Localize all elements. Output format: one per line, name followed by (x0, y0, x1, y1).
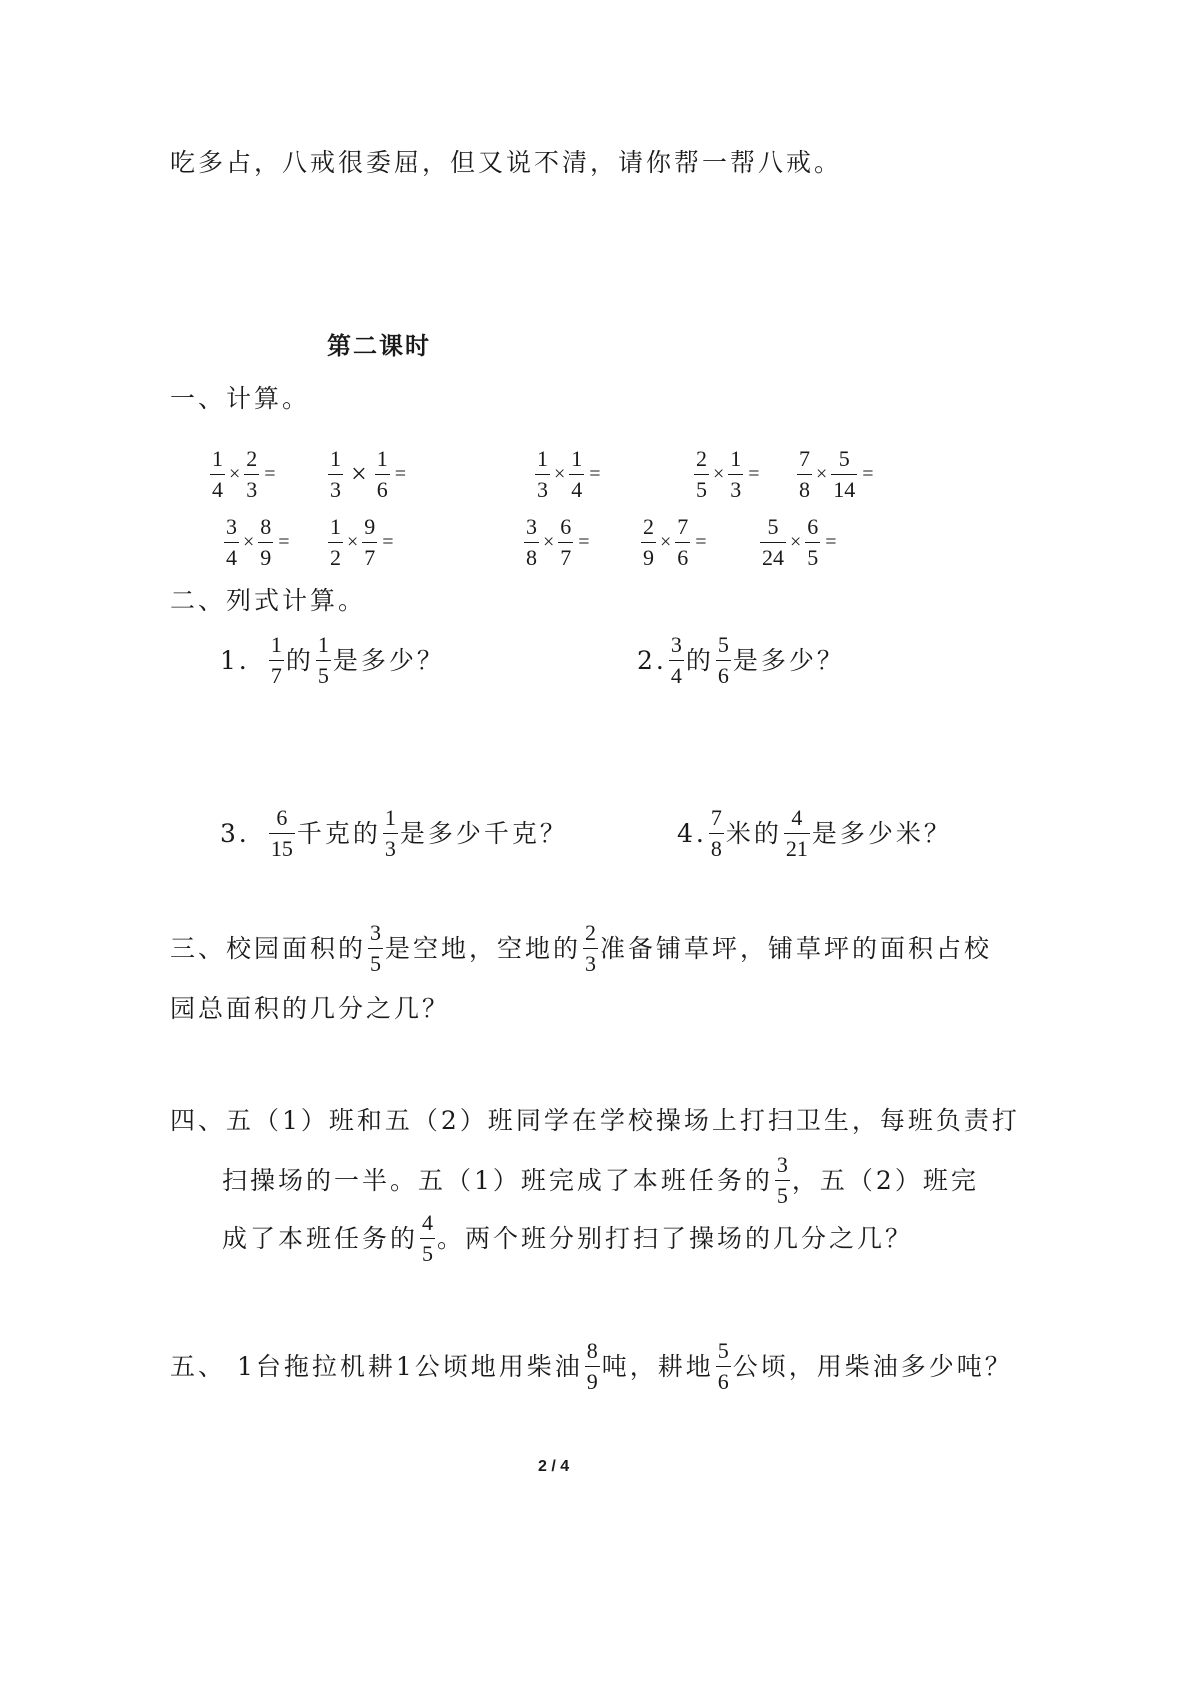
denominator: 5 (370, 951, 382, 976)
q2-fraction-a (669, 634, 684, 687)
denominator: 3 (384, 836, 396, 861)
section4-line1 (170, 1108, 1020, 1133)
numerator: 5 (767, 514, 779, 539)
q1-mid: 的 (285, 646, 314, 675)
section3-line1 (170, 922, 992, 975)
denominator: 4 (212, 477, 223, 502)
fraction-right (362, 516, 377, 569)
q1-suffix: 是多少？ (332, 646, 445, 675)
q1-fraction-a (269, 634, 284, 687)
multiplication-expression (522, 516, 590, 569)
times-sign: × (713, 463, 725, 485)
denominator: 5 (422, 1241, 434, 1266)
numerator: 3 (370, 920, 382, 945)
section2-heading (170, 588, 366, 613)
fraction-bar (316, 660, 331, 661)
denominator: 24 (762, 545, 784, 570)
fraction-bar (797, 474, 812, 475)
fraction-bar (583, 948, 598, 949)
fraction-bar (709, 833, 724, 834)
denominator: 8 (799, 477, 810, 502)
times-sign: × (543, 531, 555, 553)
denominator: 9 (260, 545, 272, 570)
fraction-bar (244, 474, 259, 475)
equals-sign: = (825, 531, 837, 553)
fraction-bar (328, 542, 343, 543)
fraction-right (831, 448, 857, 501)
equals-sign: = (578, 531, 590, 553)
s3-fraction-b (583, 922, 598, 975)
denominator: 14 (833, 477, 856, 502)
fraction-bar (224, 542, 239, 543)
multiplication-expression (208, 448, 276, 501)
s4-text-2: 扫操场的一半。五（1）班完成了本班任务的 (222, 1166, 773, 1195)
q2-prefix: 2. (637, 646, 667, 675)
numerator: 2 (696, 446, 707, 471)
q4-mid: 米的 (725, 819, 782, 848)
page-number: 2 / 4 (538, 1458, 570, 1475)
numerator: 9 (364, 514, 376, 539)
numerator: 8 (260, 514, 272, 539)
fraction-left (797, 448, 812, 501)
section4-line2 (222, 1154, 979, 1207)
fraction-bar (328, 474, 343, 475)
q4-fraction-b (784, 807, 810, 860)
numerator: 6 (807, 514, 819, 539)
fraction-bar (375, 474, 390, 475)
fraction-bar (805, 542, 820, 543)
fraction-right (558, 516, 573, 569)
fraction-left (328, 448, 343, 501)
fraction-left (535, 448, 550, 501)
q2-suffix: 是多少？ (732, 646, 845, 675)
fraction-bar (641, 542, 656, 543)
fraction-left (524, 516, 539, 569)
denominator: 6 (717, 1369, 729, 1394)
q3-suffix: 是多少千克？ (399, 819, 568, 848)
fraction-bar (420, 1238, 435, 1239)
fraction-bar (716, 660, 731, 661)
numerator: 2 (643, 514, 654, 539)
numerator: 1 (212, 446, 223, 471)
numerator: 5 (717, 632, 729, 657)
fraction-bar (269, 833, 295, 834)
fraction-bar (210, 474, 225, 475)
denominator: 3 (330, 477, 341, 502)
s4-text-5: 。两个班分别打扫了操场的几分之几？ (437, 1224, 914, 1253)
q3-fraction-b (383, 807, 398, 860)
denominator: 8 (710, 836, 722, 861)
numerator: 3 (776, 1152, 788, 1177)
denominator: 6 (376, 477, 388, 502)
denominator: 3 (730, 477, 742, 502)
numerator: 1 (730, 446, 742, 471)
fraction-bar (760, 542, 786, 543)
question-4 (677, 807, 952, 860)
denominator: 5 (317, 663, 329, 688)
fraction-right (675, 516, 690, 569)
numerator: 1 (571, 446, 583, 471)
denominator: 7 (560, 545, 572, 570)
times-sign: × (660, 531, 672, 553)
numerator: 7 (677, 514, 689, 539)
fraction-right (258, 516, 273, 569)
numerator: 8 (586, 1338, 598, 1363)
fraction-right (244, 448, 259, 501)
intro-text: 吃多占，八戒很委屈，但又说不清，请你帮一帮八戒。 (170, 148, 843, 177)
s5-text-1: 五、 1台拖拉机耕1公顷地用柴油 (170, 1352, 583, 1381)
denominator: 6 (717, 663, 729, 688)
numerator: 1 (330, 514, 341, 539)
s5-text-2: 吨，耕地 (601, 1352, 714, 1381)
numerator: 3 (226, 514, 237, 539)
denominator: 5 (696, 477, 707, 502)
s4-text-3: ，五（2）班完 (791, 1166, 979, 1195)
denominator: 3 (537, 477, 548, 502)
q3-prefix: 3． (220, 819, 267, 848)
numerator: 1 (376, 446, 388, 471)
section3-line2 (170, 996, 450, 1021)
fraction-bar (368, 948, 383, 949)
times-sign: × (554, 463, 566, 485)
multiplication-expression (326, 516, 394, 569)
q2-fraction-b (716, 634, 731, 687)
fraction-right (728, 448, 743, 501)
fraction-bar (675, 542, 690, 543)
equals-sign: = (695, 531, 707, 553)
numerator: 5 (838, 446, 850, 471)
numerator: 2 (246, 446, 258, 471)
lesson-title: 第二课时 (327, 331, 431, 360)
denominator: 5 (776, 1183, 788, 1208)
section5-line (170, 1340, 1013, 1393)
fraction-bar (728, 474, 743, 475)
fraction-bar (694, 474, 709, 475)
q3-mid: 千克的 (296, 819, 381, 848)
times-sign: × (347, 531, 359, 553)
s4-fraction-b (420, 1212, 435, 1265)
fraction-bar (362, 542, 377, 543)
denominator: 4 (571, 477, 583, 502)
q4-suffix: 是多少米？ (811, 819, 952, 848)
question-2 (637, 634, 845, 687)
numerator: 4 (791, 805, 803, 830)
fraction-right (805, 516, 820, 569)
multiplication-expression (533, 448, 601, 501)
times-sign: × (351, 458, 367, 490)
denominator: 5 (807, 545, 819, 570)
s5-fraction-a (585, 1340, 600, 1393)
fraction-bar (269, 660, 284, 661)
equals-sign: = (382, 531, 394, 553)
section1-heading-text: 一、计算。 (170, 384, 311, 413)
fraction-bar (524, 542, 539, 543)
numerator: 1 (384, 805, 396, 830)
times-sign: × (790, 531, 802, 553)
multiplication-expression (326, 448, 406, 501)
numerator: 3 (526, 514, 537, 539)
fraction-left (224, 516, 239, 569)
equals-sign: = (862, 463, 874, 485)
denominator: 7 (364, 545, 376, 570)
denominator: 4 (226, 545, 237, 570)
s3-text-2: 是空地，空地的 (385, 934, 582, 963)
fraction-bar (535, 474, 550, 475)
fraction-left (328, 516, 343, 569)
fraction-left (641, 516, 656, 569)
denominator: 3 (585, 951, 597, 976)
denominator: 7 (270, 663, 282, 688)
times-sign: × (816, 463, 828, 485)
s5-fraction-b (716, 1340, 731, 1393)
s5-text-3: 公顷，用柴油多少吨？ (732, 1352, 1013, 1381)
fraction-left (210, 448, 225, 501)
fraction-left (694, 448, 709, 501)
denominator: 9 (586, 1369, 598, 1394)
denominator: 2 (330, 545, 341, 570)
numerator: 7 (710, 805, 722, 830)
section4-line3 (222, 1212, 913, 1265)
s3-text-4: 园总面积的几分之几？ (170, 994, 451, 1023)
fraction-left (760, 516, 786, 569)
intro-line (170, 150, 842, 175)
s3-text-1: 三、校园面积的 (170, 934, 367, 963)
question-1 (220, 634, 445, 687)
numerator: 2 (585, 920, 597, 945)
denominator: 21 (785, 836, 808, 861)
numerator: 7 (799, 446, 810, 471)
multiplication-expression (222, 516, 290, 569)
multiplication-expression (692, 448, 760, 501)
numerator: 6 (560, 514, 572, 539)
numerator: 5 (717, 1338, 729, 1363)
denominator: 4 (670, 663, 682, 688)
numerator: 1 (537, 446, 548, 471)
denominator: 6 (677, 545, 689, 570)
multiplication-expression (758, 516, 837, 569)
denominator: 15 (270, 836, 293, 861)
section2-heading-text: 二、列式计算。 (170, 586, 367, 615)
multiplication-expression (639, 516, 707, 569)
fraction-bar (716, 1366, 731, 1367)
numerator: 4 (422, 1210, 434, 1235)
fraction-bar (558, 542, 573, 543)
s4-fraction-a (775, 1154, 790, 1207)
numerator: 1 (270, 632, 282, 657)
fraction-bar (258, 542, 273, 543)
fraction-bar (569, 474, 584, 475)
numerator: 3 (670, 632, 682, 657)
equals-sign: = (278, 531, 290, 553)
question-3 (220, 807, 568, 860)
numerator: 6 (276, 805, 288, 830)
q1-fraction-b (316, 634, 331, 687)
equals-sign: = (589, 463, 601, 485)
multiplication-expression (795, 448, 874, 501)
fraction-bar (585, 1366, 600, 1367)
s3-text-3: 准备铺草坪，铺草坪的面积占校 (600, 934, 993, 963)
denominator: 9 (643, 545, 654, 570)
q4-fraction-a (709, 807, 724, 860)
s4-text-1: 四、五（1）班和五（2）班同学在学校操场上打扫卫生，每班负责打 (170, 1106, 1020, 1135)
times-sign: × (243, 531, 255, 553)
fraction-bar (831, 474, 857, 475)
equals-sign: = (264, 463, 276, 485)
denominator: 8 (526, 545, 537, 570)
fraction-bar (775, 1180, 790, 1181)
numerator: 1 (317, 632, 329, 657)
numerator: 1 (330, 446, 341, 471)
q3-fraction-a (269, 807, 295, 860)
q1-prefix: 1． (220, 646, 267, 675)
fraction-bar (669, 660, 684, 661)
fraction-bar (383, 833, 398, 834)
equals-sign: = (394, 463, 407, 485)
q2-mid: 的 (685, 646, 714, 675)
denominator: 3 (246, 477, 258, 502)
section1-heading (170, 386, 310, 411)
q4-prefix: 4. (677, 819, 707, 848)
fraction-right (375, 448, 390, 501)
equals-sign: = (748, 463, 760, 485)
s4-text-4: 成了本班任务的 (222, 1224, 419, 1253)
fraction-bar (784, 833, 810, 834)
fraction-right (569, 448, 584, 501)
times-sign: × (229, 463, 241, 485)
s3-fraction-a (368, 922, 383, 975)
